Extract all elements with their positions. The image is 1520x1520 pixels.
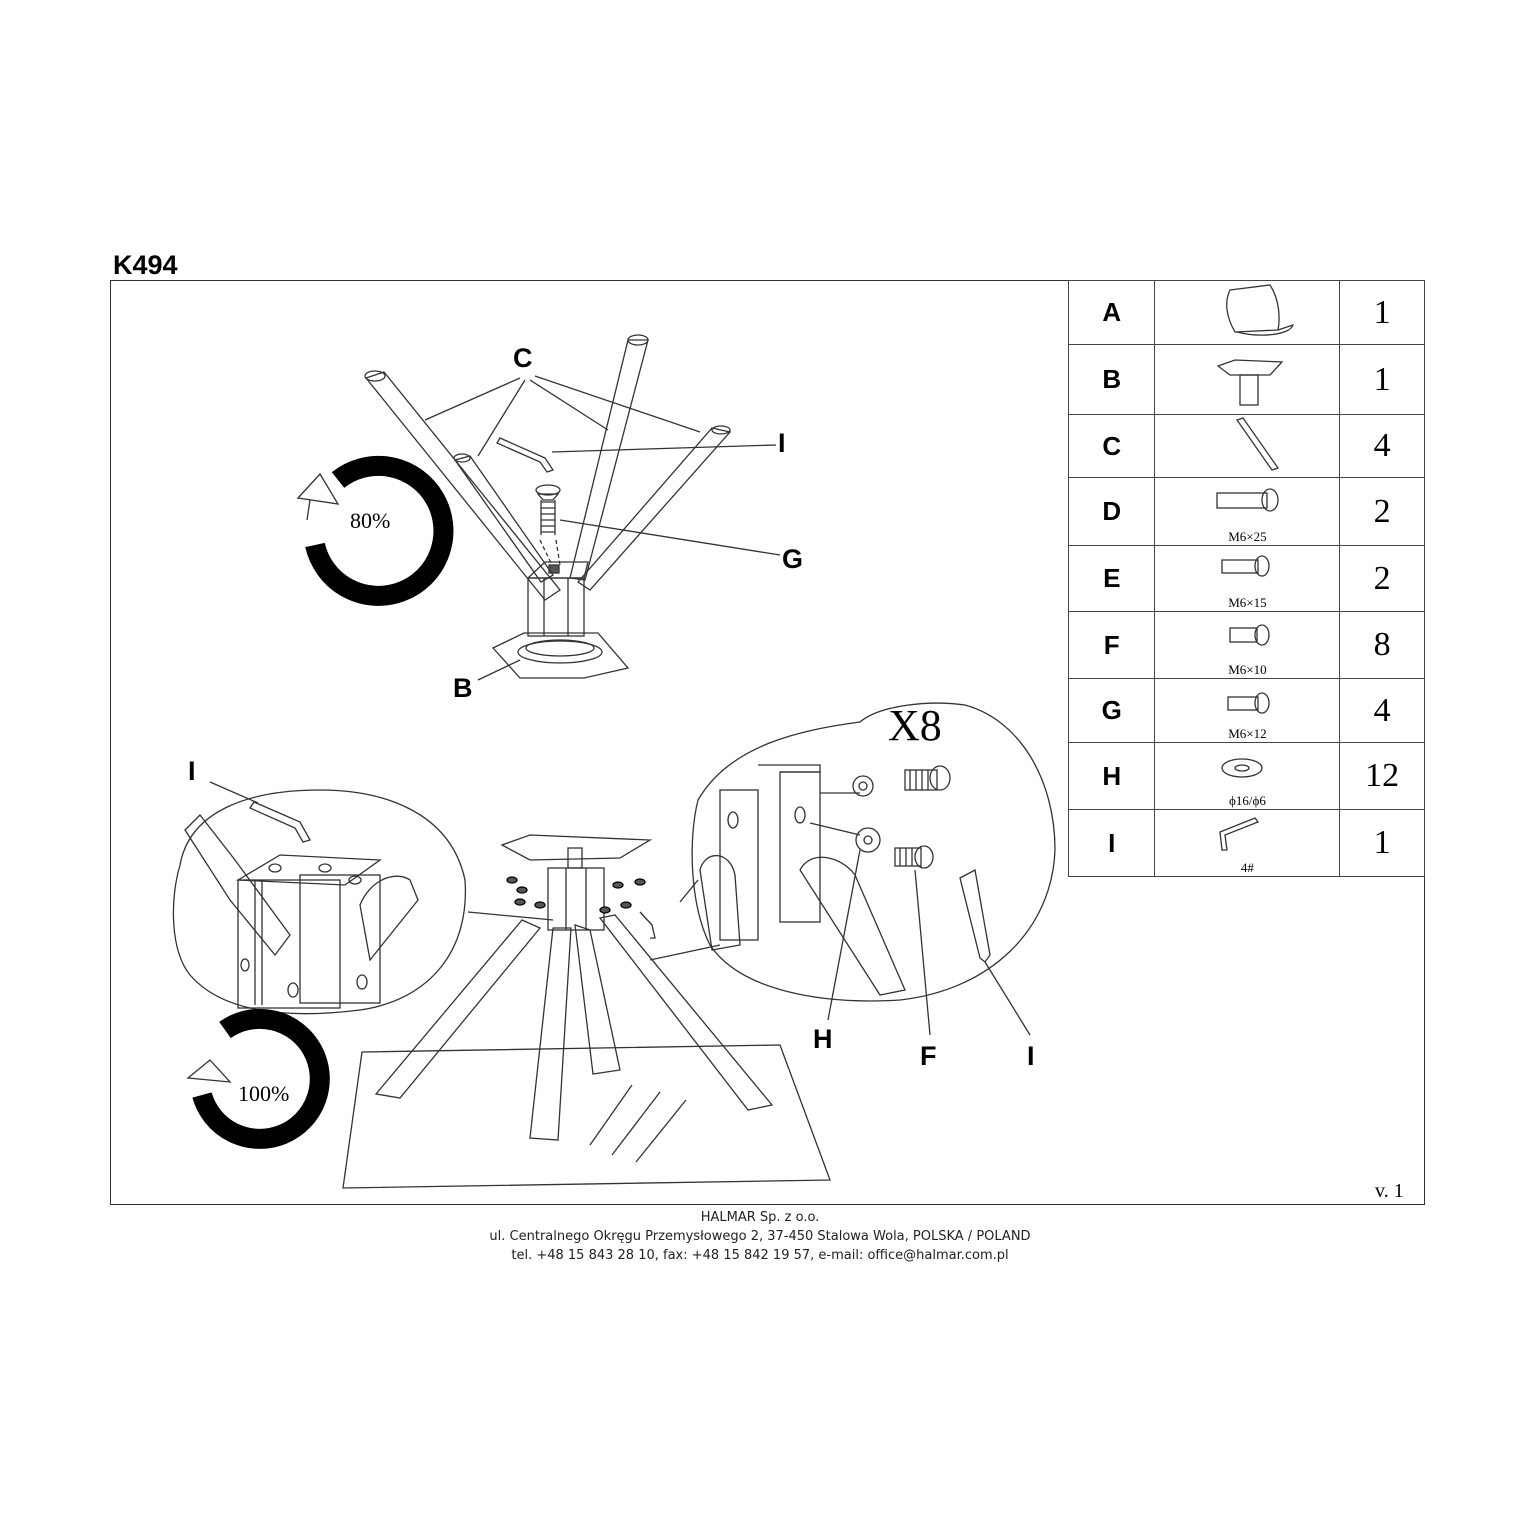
tighten-80-percent: 80% bbox=[350, 508, 391, 533]
floor-plane bbox=[343, 1045, 830, 1188]
part-letter: D bbox=[1069, 478, 1155, 546]
part-letter: A bbox=[1069, 281, 1155, 345]
part-icon-cell bbox=[1155, 810, 1340, 877]
detail-bubble-left bbox=[173, 790, 465, 1014]
part-icon-cell bbox=[1155, 679, 1340, 743]
leg-c bbox=[600, 915, 772, 1110]
part-spec: ϕ16/ϕ6 bbox=[1229, 793, 1266, 808]
part-quantity: 8 bbox=[1340, 612, 1425, 679]
part-letter: I bbox=[1069, 810, 1155, 877]
part-spec: M6×15 bbox=[1228, 595, 1267, 610]
footer-address: ul. Centralnego Okręgu Przemysłowego 2, 37-450 Stalowa Wola, POLSKA / POLAND bbox=[489, 1229, 1031, 1244]
part-letter: F bbox=[1069, 612, 1155, 679]
parts-table bbox=[1068, 280, 1425, 877]
part-icon-cell bbox=[1155, 743, 1340, 810]
leg-c bbox=[376, 920, 540, 1098]
leg-c bbox=[570, 340, 648, 580]
product-code: K494 bbox=[113, 250, 178, 280]
part-row bbox=[1069, 612, 1425, 679]
washer-h bbox=[856, 828, 880, 852]
leg-c bbox=[530, 928, 571, 1140]
part-icon-cell bbox=[1155, 345, 1340, 415]
allen-key bbox=[960, 870, 990, 962]
footer bbox=[0, 1208, 1520, 1265]
part-letter: C bbox=[1069, 415, 1155, 478]
part-letter: H bbox=[1069, 743, 1155, 810]
label-screw-g: G bbox=[782, 544, 804, 574]
allen-key bbox=[250, 802, 310, 842]
part-letter: B bbox=[1069, 345, 1155, 415]
tighten-100-percent: 100% bbox=[238, 1081, 290, 1106]
part-icon-cell bbox=[1155, 478, 1340, 546]
footer-contact: tel. +48 15 843 28 10, fax: +48 15 842 19 57, e-mail: office@halmar.com.pl bbox=[511, 1248, 1009, 1263]
part-icon-cell bbox=[1155, 612, 1340, 679]
part-row bbox=[1069, 345, 1425, 415]
label-bolt-f: F bbox=[920, 1041, 937, 1071]
part-quantity: 12 bbox=[1340, 743, 1425, 810]
part-letter: E bbox=[1069, 546, 1155, 612]
part-icon-cell bbox=[1155, 415, 1340, 478]
part-row bbox=[1069, 415, 1425, 478]
part-icon-cell bbox=[1155, 281, 1340, 345]
version-label: v. 1 bbox=[1375, 1180, 1404, 1202]
part-spec: 4# bbox=[1240, 860, 1254, 875]
leg-c bbox=[366, 372, 560, 600]
part-quantity: 2 bbox=[1340, 478, 1425, 546]
quantity-multiplier: X8 bbox=[888, 701, 942, 750]
part-letter: G bbox=[1069, 679, 1155, 743]
allen-key bbox=[497, 438, 553, 472]
label-legs-c: C bbox=[513, 343, 533, 373]
part-spec: M6×25 bbox=[1228, 529, 1267, 544]
label-washer-h: H bbox=[813, 1024, 833, 1054]
part-quantity: 1 bbox=[1340, 345, 1425, 415]
washer-h bbox=[853, 776, 873, 796]
part-icon-cell bbox=[1155, 546, 1340, 612]
label-plate-b: B bbox=[453, 673, 473, 703]
part-row bbox=[1069, 281, 1425, 345]
label-key-i: I bbox=[778, 428, 786, 458]
label-key-i-right: I bbox=[1027, 1041, 1035, 1071]
part-row bbox=[1069, 743, 1425, 810]
part-row bbox=[1069, 546, 1425, 612]
part-spec: M6×10 bbox=[1228, 662, 1267, 677]
part-spec: M6×12 bbox=[1228, 726, 1267, 741]
part-quantity: 2 bbox=[1340, 546, 1425, 612]
footer-company: HALMAR Sp. z o.o. bbox=[700, 1210, 820, 1225]
part-row bbox=[1069, 679, 1425, 743]
part-quantity: 4 bbox=[1340, 679, 1425, 743]
part-quantity: 1 bbox=[1340, 281, 1425, 345]
label-key-i-left: I bbox=[188, 756, 196, 786]
part-quantity: 1 bbox=[1340, 810, 1425, 877]
part-row bbox=[1069, 478, 1425, 546]
base-column bbox=[528, 578, 584, 636]
step2-illustration bbox=[173, 703, 1055, 1188]
detail-bubble-right bbox=[692, 703, 1055, 1001]
leg-c bbox=[575, 925, 620, 1074]
part-row bbox=[1069, 810, 1425, 877]
part-quantity: 4 bbox=[1340, 415, 1425, 478]
